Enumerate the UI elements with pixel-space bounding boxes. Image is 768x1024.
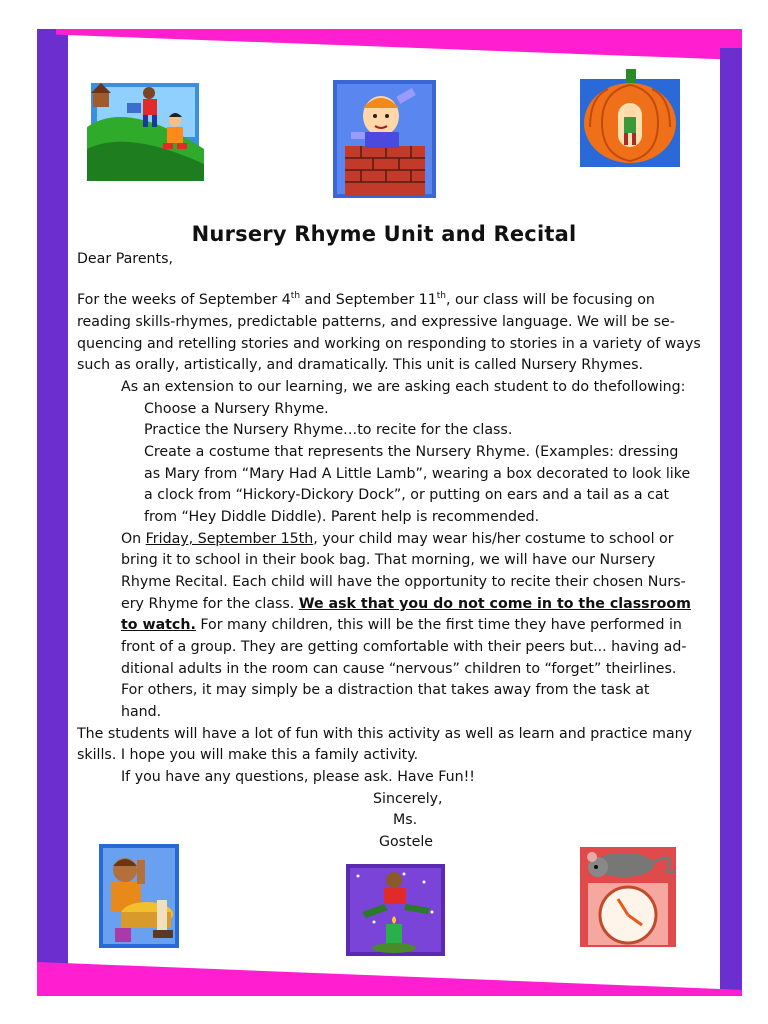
closing-title: Ms. bbox=[393, 812, 418, 828]
jack-be-nimble-clipart bbox=[344, 862, 447, 958]
paragraph-1-line-4: such as orally, artistically, and dramatically. This unit is called Nursery Rhymes. bbox=[77, 357, 643, 373]
paragraph-3-line-9: hand. bbox=[121, 704, 162, 720]
superscript: th bbox=[436, 291, 446, 301]
paragraph-1-line-1 bbox=[77, 290, 655, 312]
closing-signature-name: Gostele bbox=[379, 834, 434, 850]
paragraph-3-line-3: Rhyme Recital. Each child will have the opportunity to recite their chosen Nurs- bbox=[121, 574, 686, 590]
jack-and-jill-clipart bbox=[87, 79, 204, 181]
list-item-3-line-2: as Mary from “Mary Had A Little Lamb”, wearing a box decorated to look like bbox=[144, 466, 691, 482]
superscript: th bbox=[290, 291, 301, 301]
border-bottom-stripe bbox=[37, 962, 742, 996]
text-run: ery Rhyme for the class. bbox=[121, 596, 299, 612]
emphasis-request-end: to watch. bbox=[121, 617, 196, 633]
hickory-dickory-dock-clipart bbox=[578, 843, 681, 951]
text-run: , your child may wear his/her costume to school or bbox=[313, 531, 674, 547]
list-item-3-line-4: from “Hey Diddle Diddle). Parent help is recommended. bbox=[144, 509, 540, 525]
list-item-3-line-1: Create a costume that represents the Nursery Rhyme. (Examples: dressing bbox=[144, 444, 679, 460]
page-title: Nursery Rhyme Unit and Recital bbox=[191, 222, 577, 246]
paragraph-3-line-8: For others, it may simply be a distraction that takes away from the task at bbox=[121, 682, 650, 698]
list-item-1: Choose a Nursery Rhyme. bbox=[144, 401, 329, 417]
paragraph-4-line-2: skills. I hope you will make this a family activity. bbox=[77, 747, 419, 763]
paragraph-3-line-4 bbox=[121, 594, 691, 616]
recital-date: Friday, September 15th bbox=[145, 531, 314, 547]
peter-pumpkin-eater-clipart bbox=[578, 67, 682, 169]
humpty-dumpty-clipart bbox=[331, 78, 438, 202]
paragraph-2-intro: As an extension to our learning, we are asking each student to do thefollowing: bbox=[121, 379, 686, 395]
paragraph-3-line-5 bbox=[121, 615, 682, 637]
text-run: and September 11 bbox=[300, 292, 437, 308]
paragraph-4-line-1: The students will have a lot of fun with this activity as well as learn and practice many bbox=[77, 726, 693, 742]
paragraph-3-line-6: front of a group. They are getting comfortable with their peers but... having ad- bbox=[121, 639, 687, 655]
paragraph-3-line-1 bbox=[121, 529, 674, 551]
paragraph-1-line-2: reading skills-rhymes, predictable patterns, and expressive language. We will be se- bbox=[77, 314, 675, 330]
emphasis-request: We ask that you do not come in to the classroom bbox=[298, 596, 691, 612]
paragraph-4-line-3: If you have any questions, please ask. Have Fun!! bbox=[121, 769, 475, 785]
little-jack-horner-clipart bbox=[97, 840, 183, 952]
text-run: , our class will be focusing on bbox=[445, 292, 655, 308]
border-top-stripe bbox=[56, 29, 742, 60]
text-run: On bbox=[121, 531, 146, 547]
list-item-2: Practice the Nursery Rhyme…to recite for the class. bbox=[144, 422, 513, 438]
paragraph-1-line-3: quencing and retelling stories and working on responding to stories in a variety of ways bbox=[77, 336, 701, 352]
greeting: Dear Parents, bbox=[77, 251, 174, 267]
border-left-stripe bbox=[37, 29, 68, 996]
list-item-3-line-3: a clock from “Hickory-Dickory Dock”, or putting on ears and a tail as a cat bbox=[144, 487, 670, 503]
text-run: For the weeks of September 4 bbox=[77, 292, 291, 308]
closing-sincerely: Sincerely, bbox=[373, 791, 443, 807]
paragraph-3-line-2: bring it to school in their book bag. That morning, we will have our Nursery bbox=[121, 552, 656, 568]
border-right-stripe bbox=[720, 48, 742, 996]
paragraph-3-line-7: ditional adults in the room can cause “nervous” children to “forget” theirlines. bbox=[121, 661, 677, 677]
text-run: For many children, this will be the first time they have performed in bbox=[195, 617, 682, 633]
